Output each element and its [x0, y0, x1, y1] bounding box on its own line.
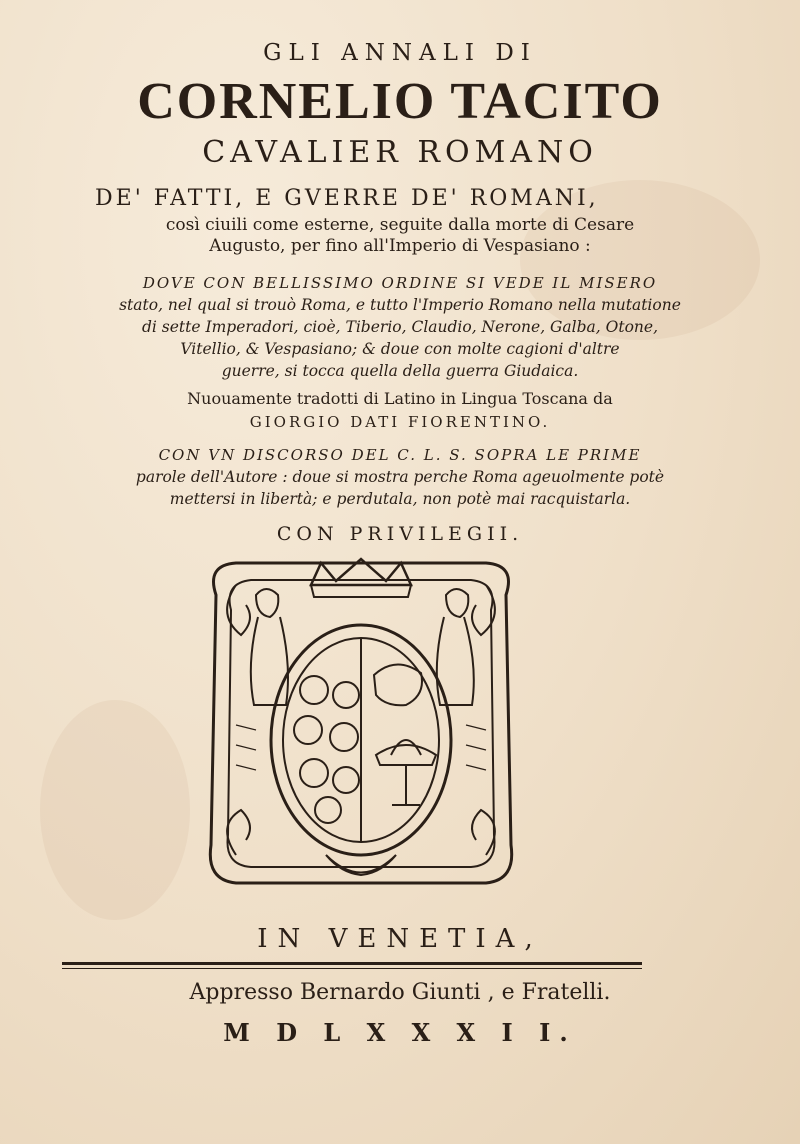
title-line-1: GLI ANNALI DI — [263, 40, 537, 66]
discourse-line-1: parole dell'Autore : doue si mostra perche Roma ageuolmente potè — [135, 468, 665, 486]
subject-detail-2: Augusto, per fino all'Imperio di Vespasiano : — [209, 236, 591, 256]
subject-line: DE' FATTI, E GVERRE DE' ROMANI, — [95, 186, 599, 211]
coat-of-arms-woodcut-icon — [196, 555, 526, 890]
description-line-3: Vitellio, & Vespasiano; & doue con molte cagioni d'altre — [180, 340, 620, 358]
discourse-line-2: mettersi in libertà; e perdutala, non potè mai racquistarla. — [169, 490, 631, 508]
description-line-2: di sette Imperadori, cioè, Tiberio, Claudio, Nerone, Galba, Otone, — [141, 318, 658, 336]
author-name: CORNELIO TACITO — [137, 73, 663, 130]
city-line: IN VENETIA, — [257, 924, 543, 954]
paper-stain — [40, 700, 190, 920]
description-line-4: guerre, si tocca quella della guerra Giudaica. — [221, 362, 579, 380]
printer-line: Appresso Bernardo Giunti , e Fratelli. — [189, 980, 611, 1005]
author-title: CAVALIER ROMANO — [202, 135, 598, 170]
divider-rule — [62, 962, 642, 965]
date-line: M D L X X X I I. — [223, 1018, 577, 1047]
divider-rule-thin — [62, 968, 642, 969]
subject-detail-1: così ciuili come esterne, seguite dalla morte di Cesare — [165, 215, 635, 235]
description-line-1: stato, nel qual si trouò Roma, e tutto l'Imperio Romano nella mutatione — [119, 296, 681, 314]
privilege-line: CON PRIVILEGII. — [276, 523, 524, 545]
description-heading: DOVE CON BELLISSIMO ORDINE SI VEDE IL MISERO — [142, 274, 658, 292]
discourse-heading: CON VN DISCORSO DEL C. L. S. SOPRA LE PRIME — [158, 446, 642, 464]
translator-name: GIORGIO DATI FIORENTINO. — [249, 413, 551, 431]
translation-note: Nuouamente tradotti di Latino in Lingua Toscana da — [187, 389, 613, 408]
